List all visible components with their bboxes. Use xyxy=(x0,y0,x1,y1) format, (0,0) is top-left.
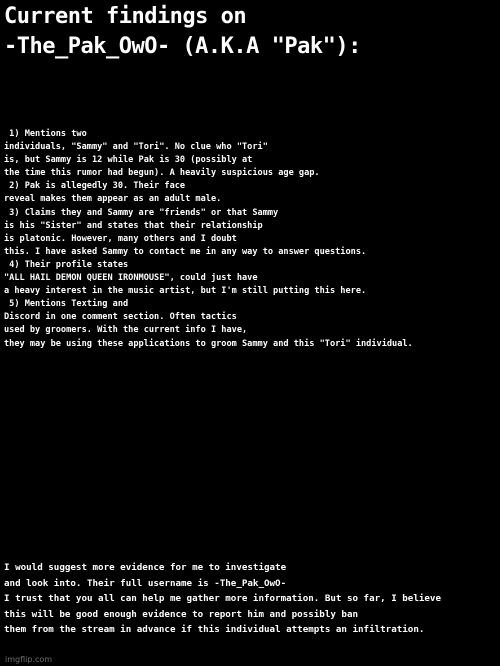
finding-line: 3) Claims they and Sammy are "friends" or that Sammy xyxy=(4,207,279,218)
conclusion-line: I trust that you all can help me gather more information. But so far, I believe xyxy=(4,593,441,604)
finding-line: used by groomers. With the current info I have, xyxy=(4,325,248,336)
conclusion-line: and look into. Their full username is -The_Pak_OwO- xyxy=(4,577,287,589)
finding-line: this. I have asked Sammy to contact me in any way to answer questions. xyxy=(4,246,367,257)
finding-line: is platonic. However, many others and I doubt xyxy=(4,233,237,244)
finding-line: Discord in one comment section. Often tactics xyxy=(4,312,237,323)
finding-line: 4) Their profile states xyxy=(4,259,129,270)
finding-line: the time this rumor had begun). A heavily suspicious age gap. xyxy=(4,168,320,179)
findings-list xyxy=(4,128,496,351)
finding-line: "ALL HAIL DEMON QUEEN IRONMOUSE", could just have xyxy=(4,273,258,284)
conclusion-text xyxy=(4,560,496,638)
finding-line: they may be using these applications to groom Sammy and this "Tori" individual. xyxy=(4,338,413,349)
finding-line: 5) Mentions Texting and xyxy=(4,299,129,310)
watermark: imgflip.com xyxy=(5,655,53,664)
finding-line: individuals, "Sammy" and "Tori". No clue who "Tori" xyxy=(4,142,268,153)
conclusion-line: this will be good enough evidence to report him and possibly ban xyxy=(4,608,359,620)
finding-line: is, but Sammy is 12 while Pak is 30 (possibly at xyxy=(4,155,253,166)
page-title: Current findings on -The_Pak_OwO- (A.K.A "Pak"): xyxy=(4,4,361,59)
finding-line: 2) Pak is allegedly 30. Their face xyxy=(4,181,186,192)
conclusion-line: them from the stream in advance if this individual attempts an infiltration. xyxy=(4,624,425,635)
finding-line: 1) Mentions two xyxy=(4,129,87,139)
finding-line: reveal makes them appear as an adult male. xyxy=(4,194,222,205)
finding-line: a heavy interest in the music artist, but I'm still putting this here. xyxy=(4,286,367,297)
conclusion-line: I would suggest more evidence for me to investigate xyxy=(4,562,287,573)
finding-line: is his "Sister" and states that their relationship xyxy=(4,220,263,231)
